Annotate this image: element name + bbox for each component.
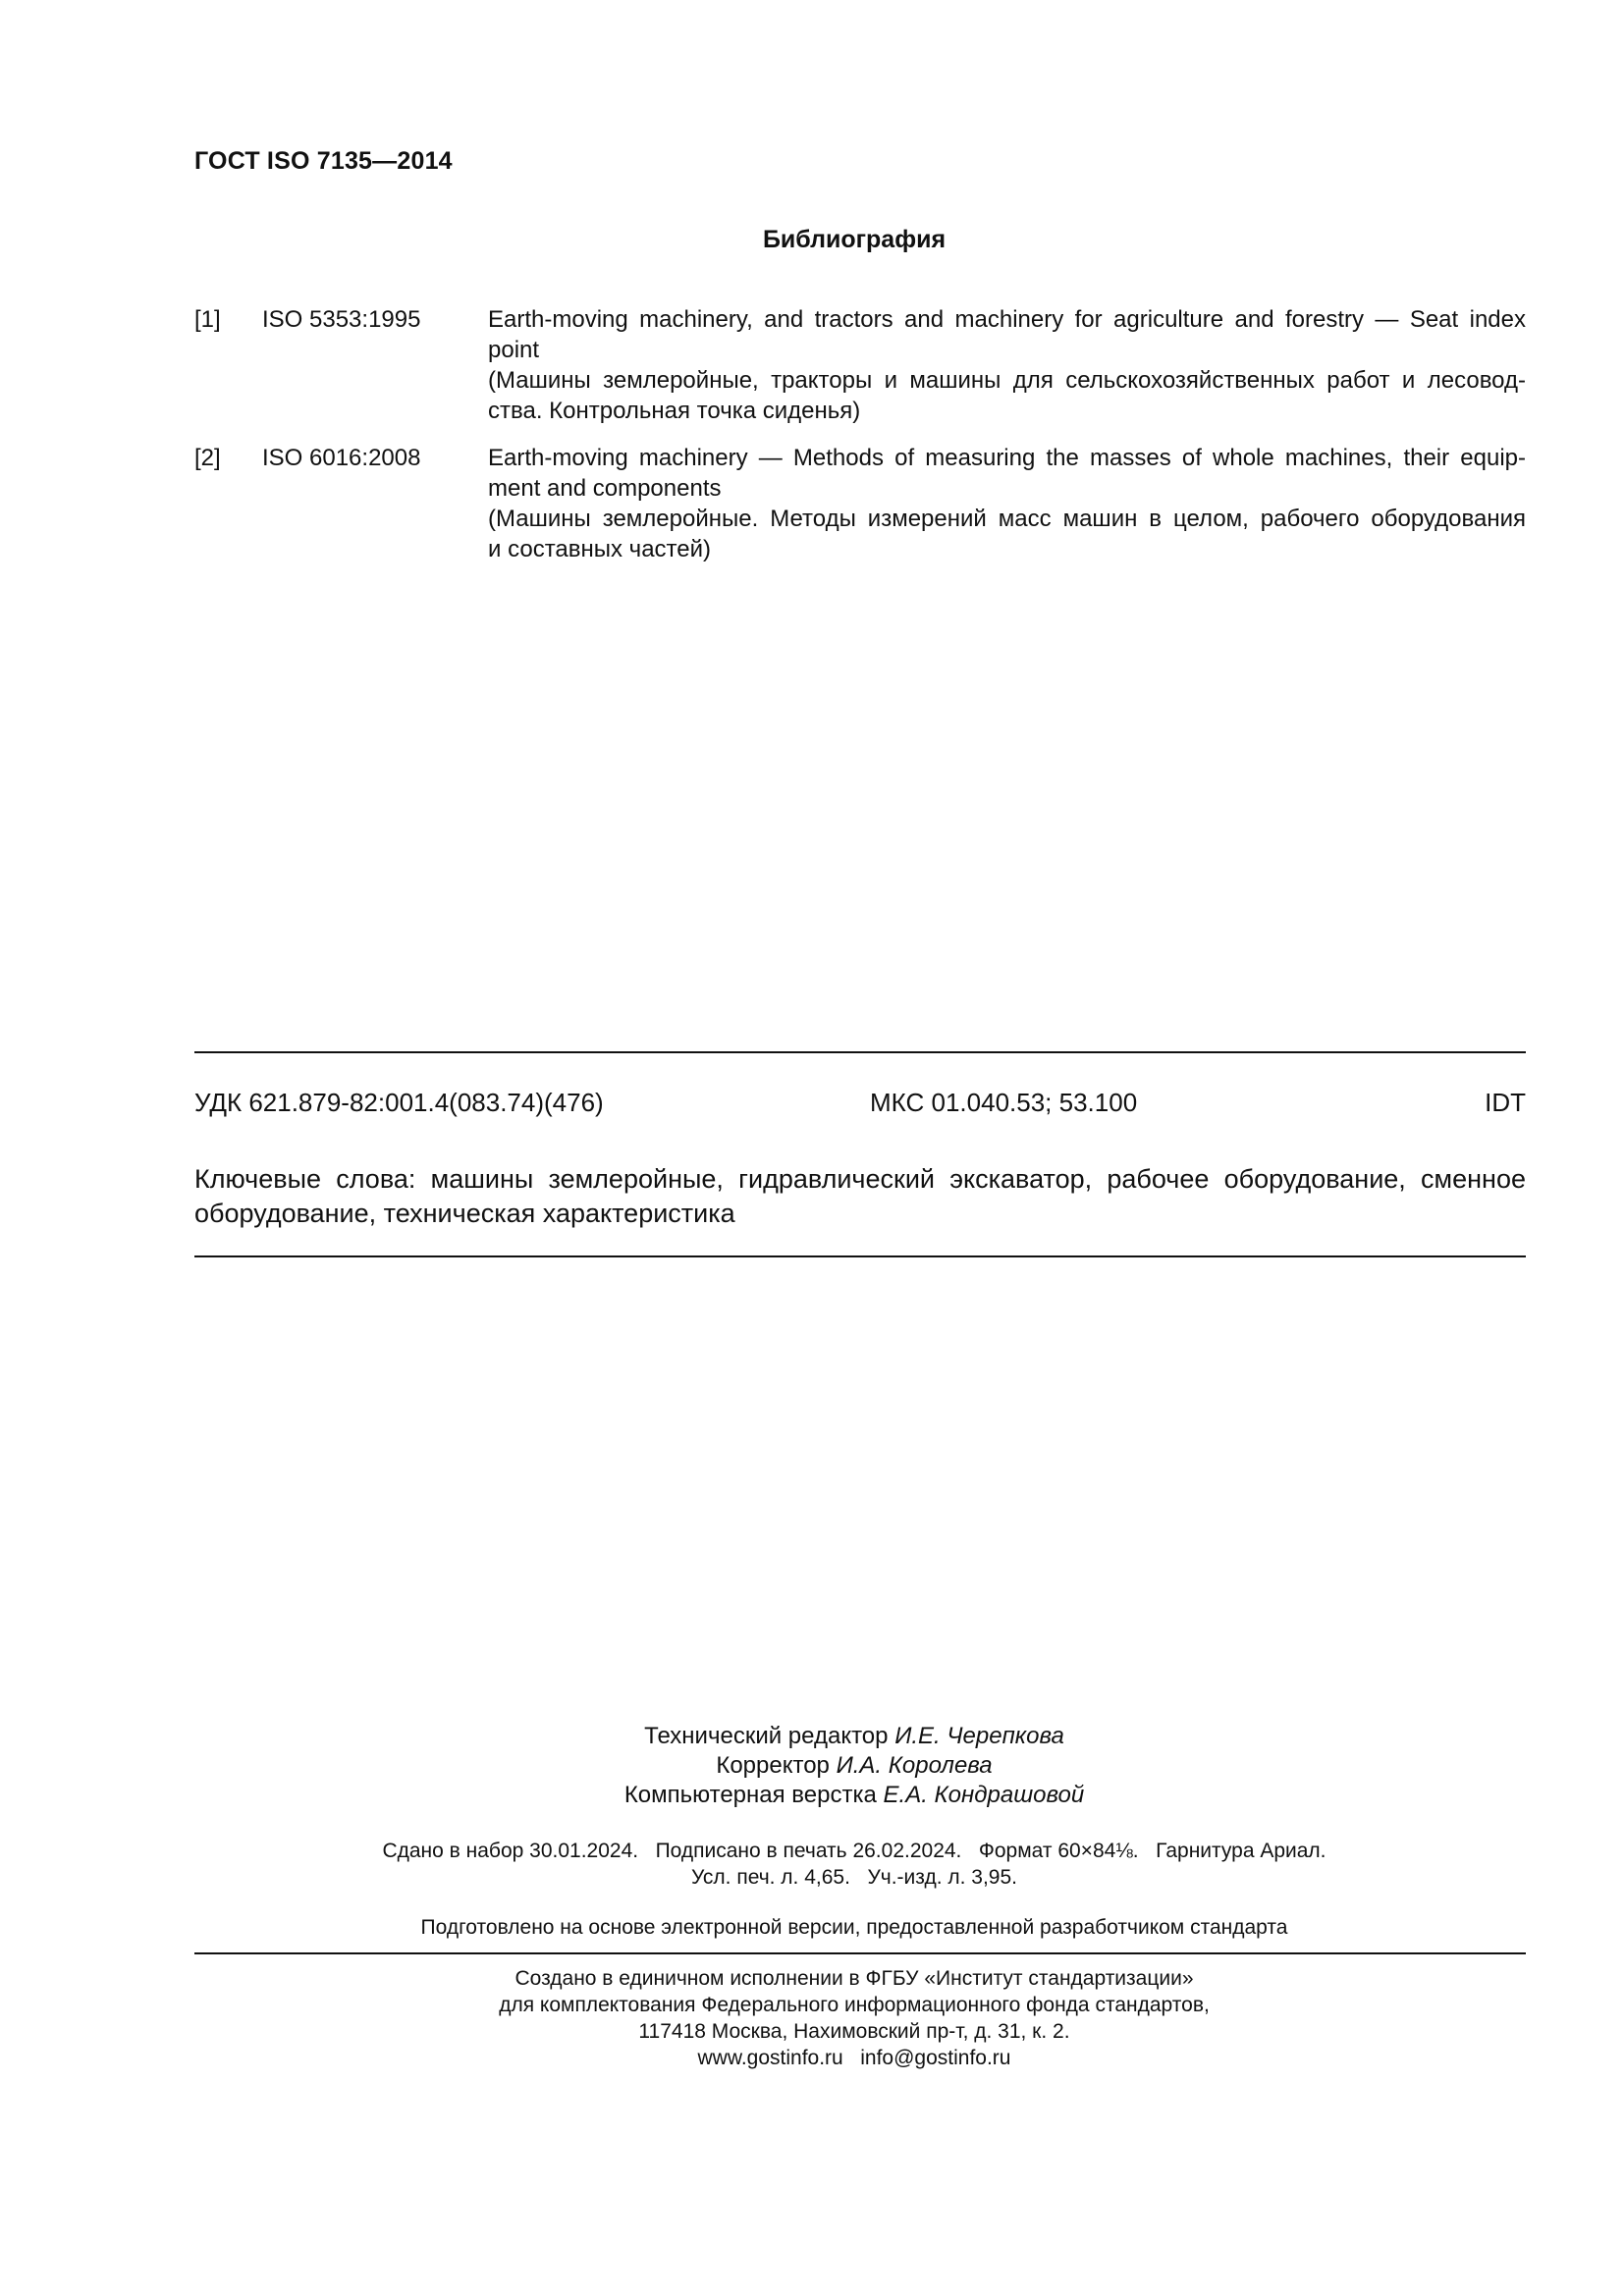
entry-description xyxy=(488,304,1526,426)
entry-line: Earth-moving machinery — Methods of measuring the masses of whole machines, their equip- xyxy=(488,445,1526,471)
credit-label: Корректор xyxy=(716,1752,830,1779)
website-link[interactable]: www.gostinfo.ru xyxy=(697,2047,843,2069)
publisher-footer xyxy=(0,1965,1624,2071)
entry-line: и составных частей) xyxy=(488,536,712,562)
bibliography-title: Библиография xyxy=(762,226,947,253)
footer-line: Создано в единичном исполнении в ФГБУ «Институт стандартизации» xyxy=(514,1967,1194,1990)
mks-code: МКС 01.040.53; 53.100 xyxy=(870,1088,1138,1117)
footer-line: 117418 Москва, Нахимовский пр-т, д. 31, к. 2. xyxy=(638,2020,1070,2043)
entry-line: (Машины землеройные. Методы измерений масс машин в целом, рабочего оборудования xyxy=(488,506,1526,532)
entry-line: ment and components xyxy=(488,475,722,502)
email-link[interactable]: info@gostinfo.ru xyxy=(860,2047,1011,2069)
entry-line: Earth-moving machinery, and tractors and machinery for agriculture and forestry — Seat index xyxy=(488,306,1526,333)
idt-label: IDT xyxy=(1485,1088,1526,1117)
footer-line: для комплектования Федерального информационного фонда стандартов, xyxy=(499,1994,1210,2016)
credit-name: И.А. Королева xyxy=(836,1752,993,1779)
entry-line: ства. Контрольная точка сиденья) xyxy=(488,398,861,424)
credits-block xyxy=(0,1722,1624,1810)
keywords-line: оборудование, техническая характеристика xyxy=(194,1199,735,1228)
entry-standard-code: ISO 5353:1995 xyxy=(262,306,421,333)
divider-footer xyxy=(194,1952,1526,1954)
entry-number: [1] xyxy=(194,306,221,333)
credit-tech-editor xyxy=(0,1722,1624,1751)
divider-top xyxy=(194,1051,1526,1053)
footer-contacts xyxy=(0,2045,1624,2071)
bibliography-entry-2 xyxy=(194,443,1526,564)
prepared-note: Подготовлено на основе электронной версии, предоставленной разработчиком стандарта xyxy=(420,1916,1288,1939)
document-code: ГОСТ ISO 7135—2014 xyxy=(194,147,453,175)
credit-name: И.Е. Черепкова xyxy=(894,1723,1064,1749)
credit-label: Компьютерная верстка xyxy=(623,1782,877,1808)
credit-layout xyxy=(0,1781,1624,1810)
credit-corrector xyxy=(0,1751,1624,1781)
keywords-line: Ключевые слова: машины землеройные, гидравлический экскаватор, рабочее оборудование, сменное xyxy=(194,1164,1526,1194)
udk-code: УДК 621.879-82:001.4(083.74)(476) xyxy=(194,1088,604,1117)
credit-name: Е.А. Кондрашовой xyxy=(883,1782,1085,1808)
credit-label: Технический редактор xyxy=(644,1723,889,1749)
bibliography-entry-1 xyxy=(194,304,1526,426)
keywords xyxy=(194,1162,1526,1231)
print-info-line-2: Усл. печ. л. 4,65. Уч.-изд. л. 3,95. xyxy=(690,1866,1017,1889)
divider-bottom xyxy=(194,1255,1526,1257)
print-info-line-1: Сдано в набор 30.01.2024. Подписано в печать 26.02.2024. Формат 60×84⅛. Гарнитура Ариал. xyxy=(382,1840,1326,1862)
entry-description xyxy=(488,443,1526,564)
entry-line: point xyxy=(488,337,540,363)
entry-standard-code: ISO 6016:2008 xyxy=(262,445,421,471)
entry-line: (Машины землеройные, тракторы и машины для сельскохозяйственных работ и лесовод- xyxy=(488,367,1526,394)
entry-number: [2] xyxy=(194,445,221,471)
